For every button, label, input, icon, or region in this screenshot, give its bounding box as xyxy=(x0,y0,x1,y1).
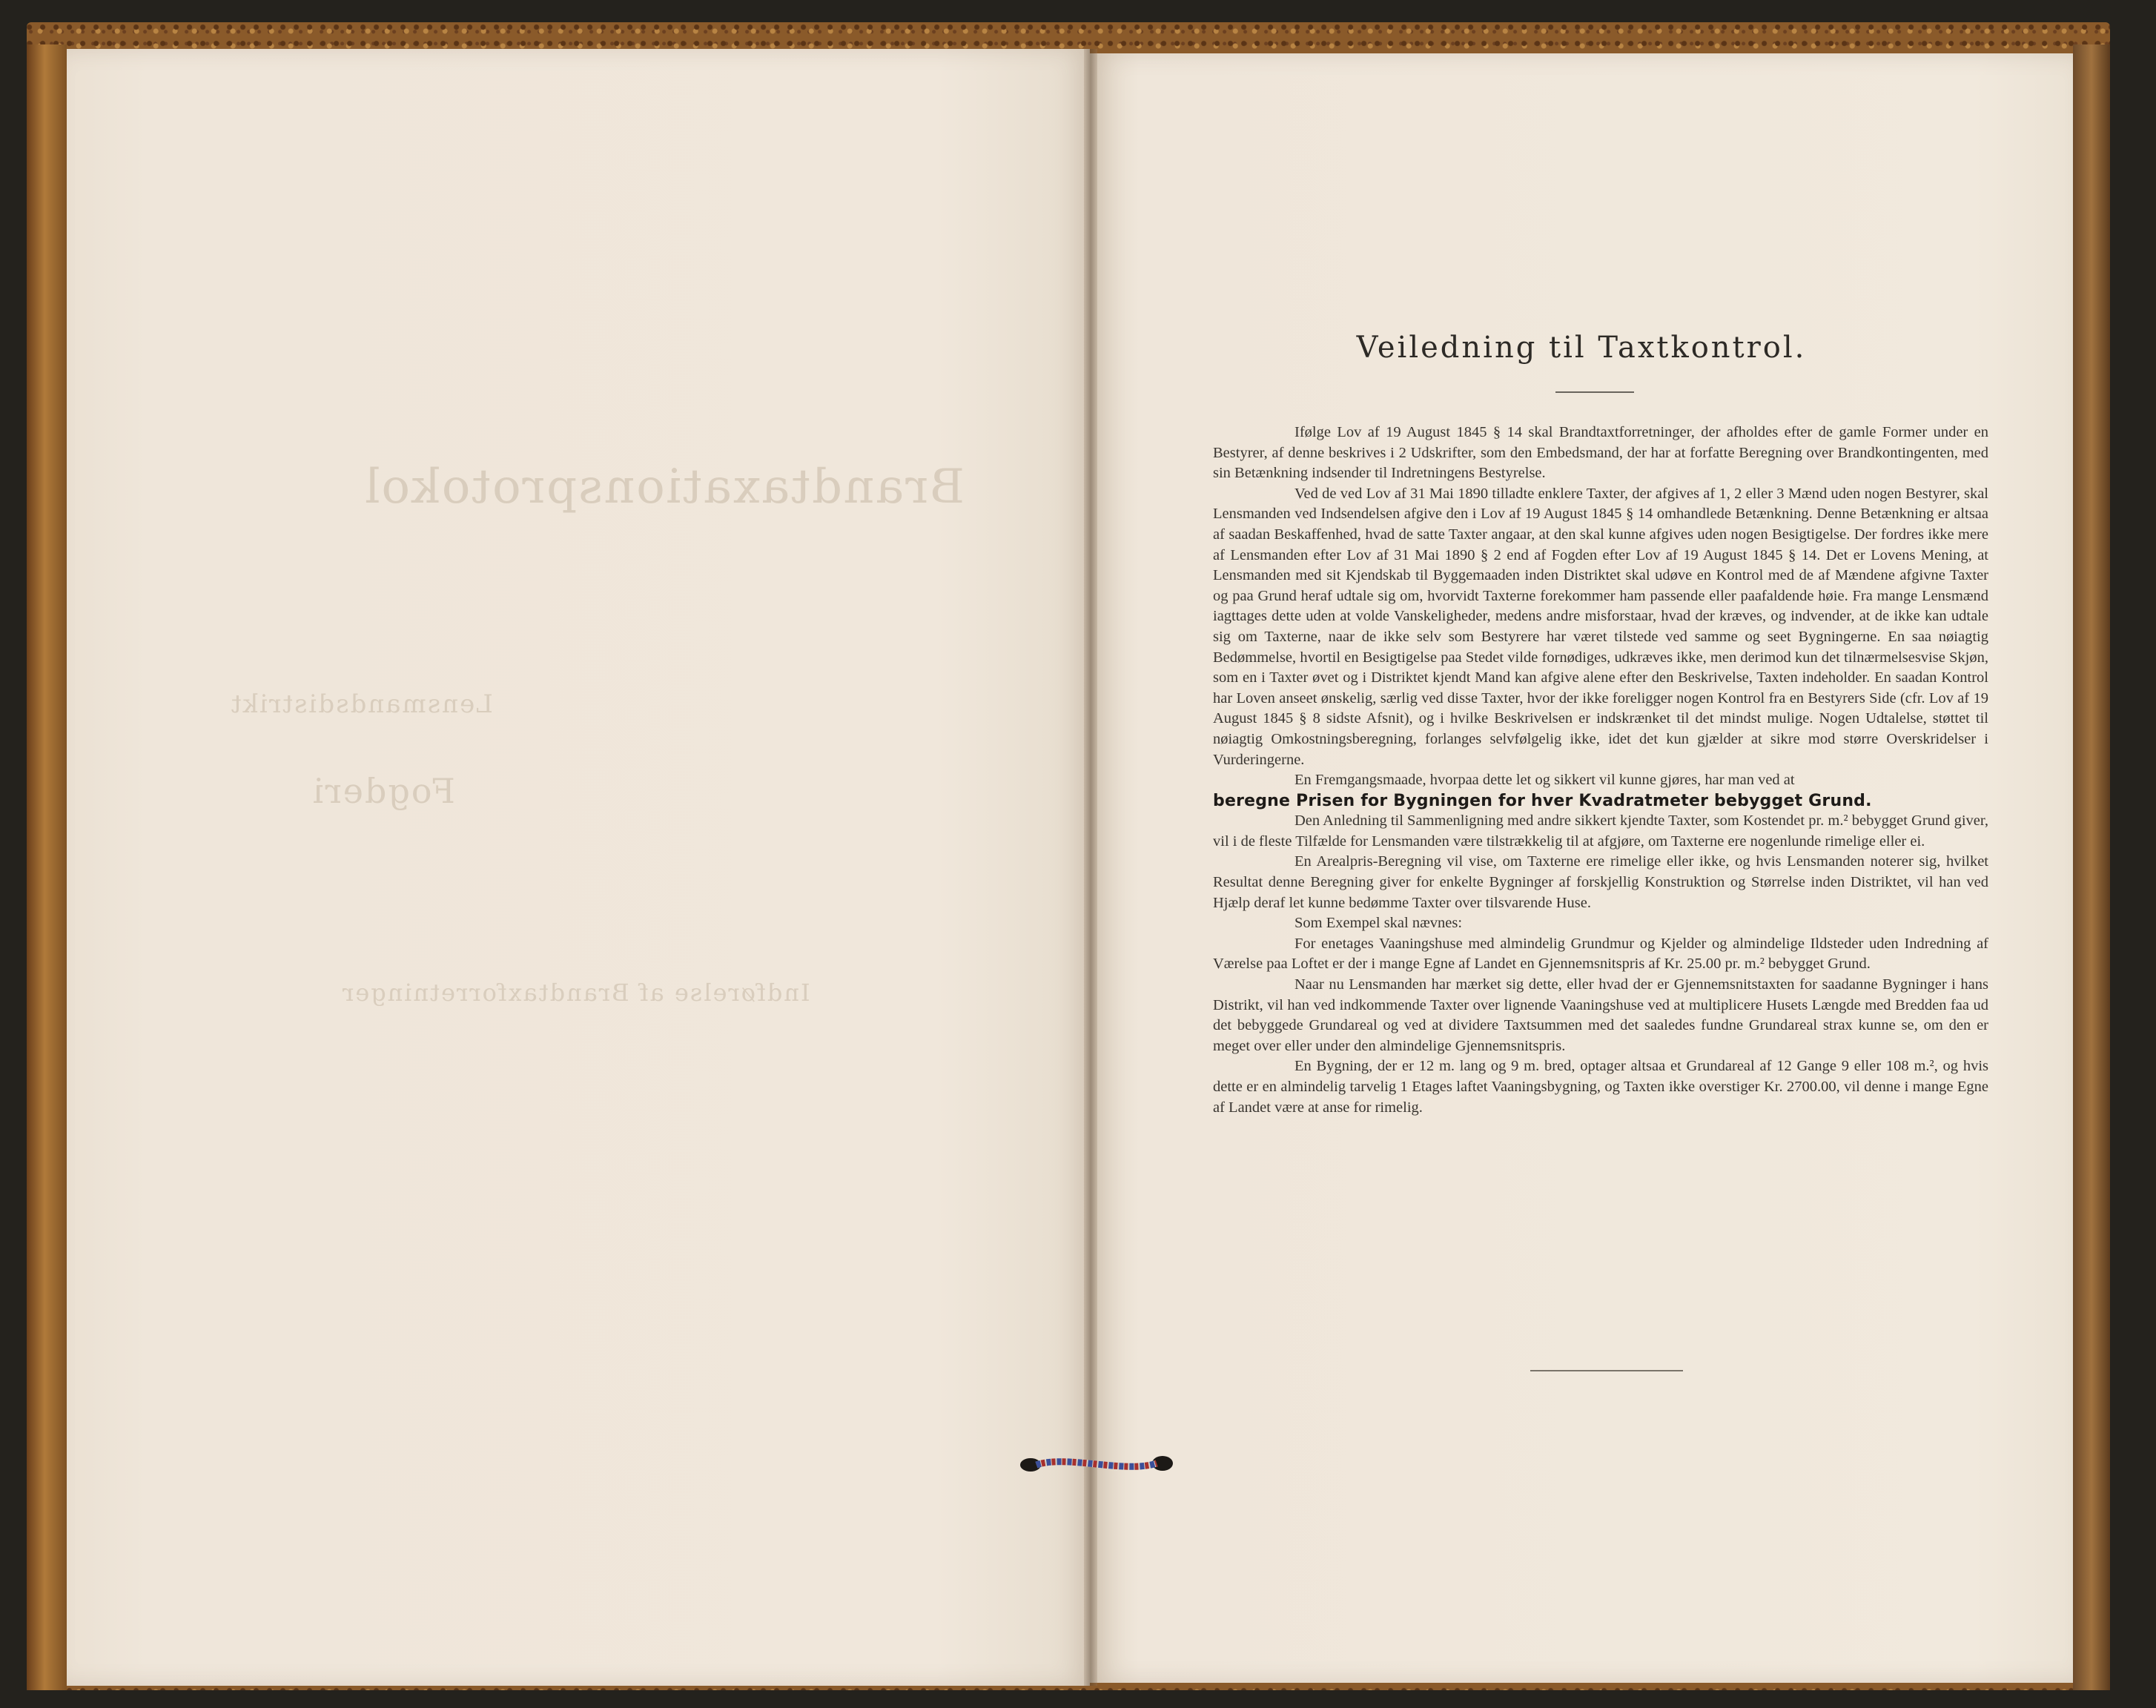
book-gutter xyxy=(1084,49,1097,1686)
bleed-through-line: Indførelse af Brandtaxforretninger xyxy=(341,979,810,1007)
binding-stitch xyxy=(1014,1447,1177,1481)
bleed-through-line: Lensmandsdistrikt xyxy=(230,689,493,719)
instruction-text xyxy=(1213,423,1988,1118)
paragraph: Som Exempel skal nævnes: xyxy=(1294,915,1463,932)
paragraph: Naar nu Lensmanden har mærket sig dette, eller hvad der er Gjennemsnitstaxten for saadanne Bygninger i hans Distrikt, vil han ved indkommende Taxter over lignende Vaaningshuse ved at multiplicere Husets Længde med Bredden faa ud det bebyggede Grundareal og ved at dividere Taxtsummen med det saaledes fundne Grundareal strax kunne se, om den er meget over eller under den almindelige Gjennemsnitspris. xyxy=(1213,976,1988,1054)
left-page xyxy=(67,49,1090,1686)
paragraph: Ved de ved Lov af 31 Mai 1890 tilladte enklere Taxter, der afgives af 1, 2 eller 3 Mænd uden nogen Bestyrer, skal Lensmanden ved Indsendelsen afgive den i Lov af 19 August 1845 § 14 omhandlede Betænkning. Denne Betænkning er altsaa af saadan Beskaffenhed, hvad de satte Taxter angaar, at den skal kunne afgives uden nogen Besigtigelse. Der fordres ikke mere af Lensmanden efter Lov af 31 Mai 1890 § 2 end af Fogden efter Lov af 19 August 1845 § 14. Det er Lovens Mening, at Lensmanden med sit Kjendskab til Byggemaaden inden Distriktet skal udøve en Kontrol med de af Mændene afgivne Taxter og paa Grund heraf udtale sig om, hvorvidt Taxterne forekommer ham passende eller paafaldende høie. Fra mange Lensmænd iagttages dette uden at volde Vanskeligheder, medens andre misforstaar, hvad der kræves, og indvender, at de ikke kan udtale sig om Taxterne, naar de ikke selv som Bestyrere har været tilstede ved samme og seet Bygningerne. En saa nøiagtig Bedømmelse, hvortil en Besigtigelse paa Stedet vilde fornødiges, udkræves ikke, men derimod kun det tilnærmelsesvise Skjøn, som en i Taxter øvet og i Distriktet kjendt Mand kan afgive alene efter den Beskrivelse, Taxten indeholder. En saadan Kontrol har Loven anseet ønskelig, særlig ved disse Taxter, hvor der ikke foreligger nogen Kontrol fra en Bestyrers Side (cfr. Lov af 19 August 1845 § 8 sidste Afsnit), og i hvilke Beskrivelsen er indskrænket til det mindst mulige. Nogen Udtalelse, støttet til nøiagtig Omkostningsberegning, forlanges selvfølgelig ikke, idet det kun gjælder at sikre mod større Overskridelser i Vurderingerne. xyxy=(1213,485,1988,768)
paragraph: Den Anledning til Sammenligning med andre sikkert kjendte Taxter, som Kostendet pr. m.² bebygget Grund giver, vil i de fleste Tilfælde for Lensmanden være tilstrækkelig til at afgjøre, om Taxterne ere nogenlunde rimelige eller ei. xyxy=(1213,812,1988,850)
paragraph: For enetages Vaaningshuse med almindelig Grundmur og Kjelder og almindelige Ildsteder uden Indredning af Værelse paa Loftet er der i mange Egne af Landet en Gjennemsnitspris af Kr. 25.00 pr. m.² bebygget Grund. xyxy=(1213,935,1988,973)
page-heading: Veiledning til Taxtkontrol. xyxy=(1356,331,1807,365)
paragraph: Ifølge Lov af 19 August 1845 § 14 skal Brandtaxtforretninger, der afholdes efter de gamle Former under en Bestyrer, af denne beskrives i 2 Udskrifter, som den Embedsmand, der har at forfatte Beregning over Brandkontingenten, med sin Betænkning indsender til Indretningens Bestyrelse. xyxy=(1213,424,1988,482)
paragraph: En Bygning, der er 12 m. lang og 9 m. bred, optager altsaa et Grundareal af 12 Gange 9 eller 108 m.², og hvis dette er en almindelig tarvelig 1 Etages laftet Vaaningsbygning, og Taxten ikke overstiger Kr. 2700.00, vil denne i mange Egne af Landet være at anse for rimelig. xyxy=(1213,1058,1988,1116)
paragraph: En Arealpris-Beregning vil vise, om Taxterne ere rimelige eller ikke, og hvis Lensmanden noterer sig, hvilket Resultat denne Beregning giver for enkelte Bygninger af forskjellig Konstruktion og Størrelse inden Distriktet, vil han ved Hjælp deraf let kunne bedømme Taxter over tilsvarende Huse. xyxy=(1213,853,1988,911)
bleed-through-line: Fogderi xyxy=(311,771,455,811)
paragraph: En Fremgangsmaade, hvorpaa dette let og sikkert vil kunne gjøres, har man ved at xyxy=(1294,772,1795,789)
heading-rule xyxy=(1555,391,1634,393)
bleed-through-title: Brandtaxationsprotokol xyxy=(363,460,965,514)
emphasized-instruction: beregne Prisen for Bygningen for hver Kvadratmeter bebygget Grund. xyxy=(1213,791,1872,810)
cover-edge-right xyxy=(2073,44,2110,1690)
cover-edge-left xyxy=(27,44,67,1690)
closing-rule xyxy=(1530,1370,1683,1371)
